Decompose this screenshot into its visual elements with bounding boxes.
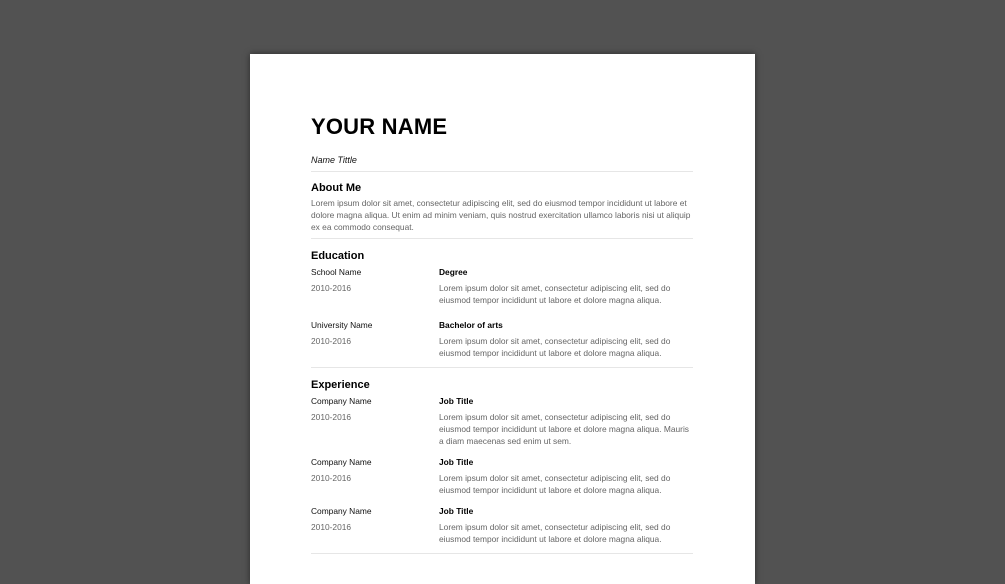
divider	[311, 367, 693, 368]
experience-dates: 2010-2016	[311, 473, 352, 483]
education-dates: 2010-2016	[311, 283, 352, 293]
name-title: Name Tittle	[311, 155, 357, 165]
company-name: Company Name	[311, 457, 372, 467]
degree-title: Bachelor of arts	[439, 320, 503, 330]
education-dates: 2010-2016	[311, 336, 352, 346]
degree-description: Lorem ipsum dolor sit amet, consectetur adipiscing elit, sed do eiusmod tempor incididunt ut labore et dolore magna aliqua.	[439, 336, 671, 359]
about-text: Lorem ipsum dolor sit amet, consectetur adipiscing elit, sed do eiusmod tempor incididunt ut labore et dolore magna aliqua. Ut enim ad minim veniam, quis nostrud exercitation ullamco laboris nisi ut aliquip ex ea commodo consequat.	[311, 198, 691, 233]
degree-title: Degree	[439, 267, 468, 277]
divider	[311, 553, 693, 554]
about-heading: About Me	[311, 182, 362, 194]
job-description: Lorem ipsum dolor sit amet, consectetur adipiscing elit, sed do eiusmod tempor incididunt ut labore et dolore magna aliqua. Mauris a diam maecenas sed enim ut sem.	[439, 412, 689, 447]
divider	[311, 171, 693, 172]
divider	[311, 238, 693, 239]
job-title: Job Title	[439, 396, 474, 406]
resume-page	[250, 54, 755, 584]
school-name: University Name	[311, 320, 373, 330]
experience-heading: Experience	[311, 379, 370, 391]
experience-dates: 2010-2016	[311, 522, 352, 532]
job-title: Job Title	[439, 506, 474, 516]
company-name: Company Name	[311, 506, 372, 516]
job-title: Job Title	[439, 457, 474, 467]
job-description: Lorem ipsum dolor sit amet, consectetur adipiscing elit, sed do eiusmod tempor incididunt ut labore et dolore magna aliqua.	[439, 473, 671, 496]
job-description: Lorem ipsum dolor sit amet, consectetur adipiscing elit, sed do eiusmod tempor incididunt ut labore et dolore magna aliqua.	[439, 522, 671, 545]
resume-name: YOUR NAME	[311, 114, 448, 139]
degree-description: Lorem ipsum dolor sit amet, consectetur adipiscing elit, sed do eiusmod tempor incididunt ut labore et dolore magna aliqua.	[439, 283, 671, 306]
school-name: School Name	[311, 267, 362, 277]
company-name: Company Name	[311, 396, 372, 406]
education-heading: Education	[311, 250, 365, 262]
experience-dates: 2010-2016	[311, 412, 352, 422]
